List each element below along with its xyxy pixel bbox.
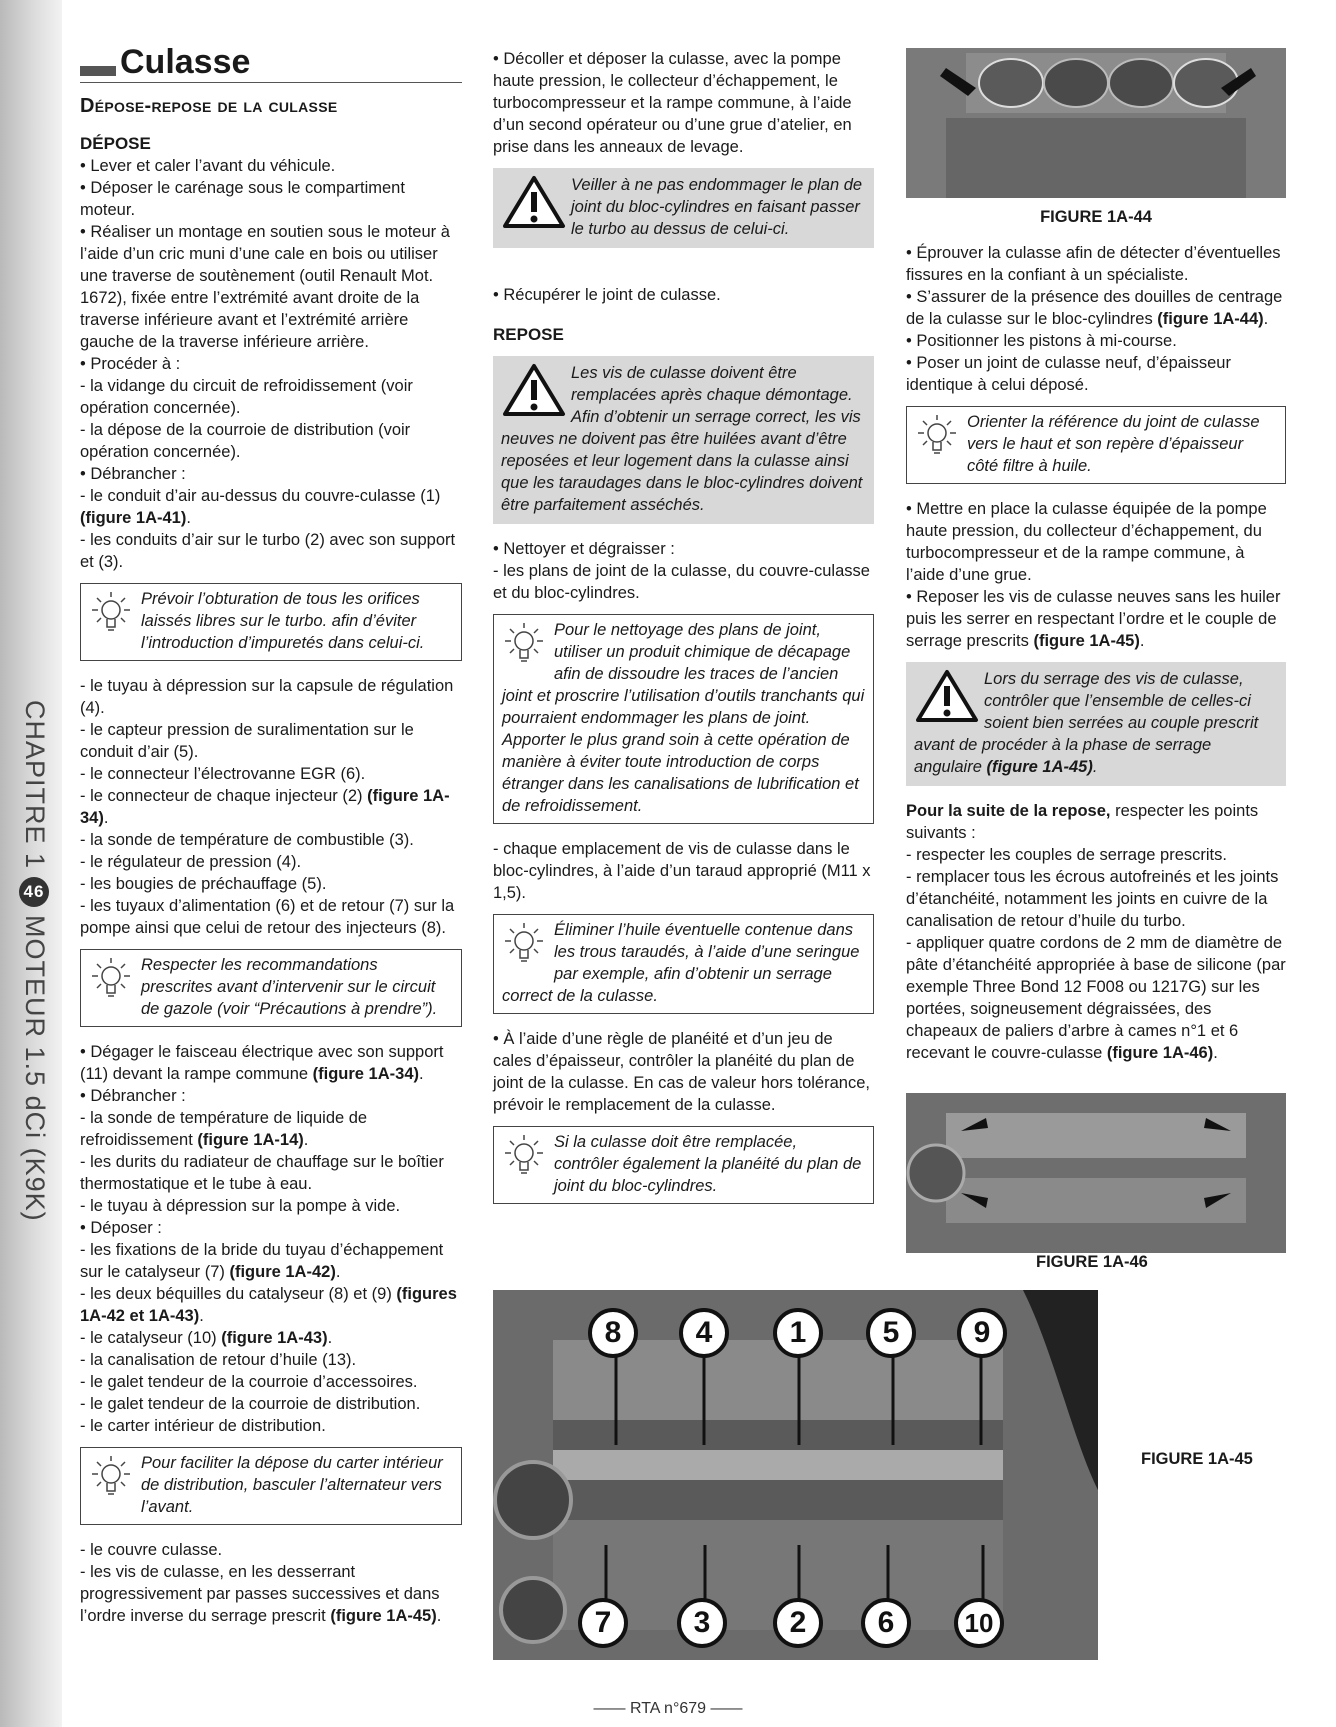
paragraph: - les tuyaux d’alimentation (6) et de retour (7) sur la pompe ainsi que celui de retour des injecteurs (8). — [80, 897, 455, 937]
paragraph: - chaque emplacement de vis de culasse dans le bloc-cylindres, à l’aide d’un taraud approprié (M11 x 1,5). — [493, 840, 871, 902]
paragraph: • Récupérer le joint de culasse. — [493, 286, 721, 304]
depose-heading: DÉPOSE — [80, 134, 151, 153]
bolt-order-label: 1 — [773, 1308, 823, 1358]
paragraph: • Procéder à : — [80, 355, 181, 373]
bolt-order-label: 5 — [866, 1308, 916, 1358]
engine-block-photo — [906, 48, 1286, 198]
paragraph: • Dégager le faisceau électrique avec son support (11) devant la rampe commune (figure 1A-34). — [80, 1043, 444, 1083]
column-3 — [906, 48, 1286, 1064]
paragraph: • Décoller et déposer la culasse, avec la pompe haute pression, le collecteur d’échappement, le turbocompresseur et la rampe commune, à l’aide d’un second opérateur ou d’une grue d’atelier, en prise dans les anneaux de levage. — [493, 50, 852, 156]
lightbulb-icon — [915, 411, 963, 467]
lightbulb-icon — [502, 619, 550, 675]
paragraph: • Reposer les vis de culasse neuves sans les huiler puis les serrer en respectant l’ordre et le couple de serrage prescrits (figure 1A-45). — [906, 588, 1281, 650]
chapter-sidebar — [0, 0, 62, 1727]
lightbulb-icon — [502, 919, 550, 975]
figure-caption: FIGURE 1A-45 — [1141, 1450, 1253, 1468]
paragraph: • Déposer le carénage sous le compartiment moteur. — [80, 179, 405, 219]
paragraph: - le galet tendeur de la courroie de distribution. — [80, 1395, 421, 1413]
figure-ref: (figure 1A-45) — [330, 1607, 437, 1625]
paragraph: • Déposer : — [80, 1219, 162, 1237]
warning-text: Afin d’obtenir un serrage correct, les vis neuves ne doivent pas être huilées avant d’être reposées et leur logement dans la culasse ainsi que les taraudages dans le bloc-cylindres doivent être parfaitement asséchés. — [501, 408, 863, 514]
paragraph: - le connecteur l’électrovanne EGR (6). — [80, 765, 366, 783]
tip-box — [493, 614, 874, 824]
paragraph: - les fixations de la bride du tuyau d’échappement sur le catalyseur (7) (figure 1A-42). — [80, 1241, 444, 1281]
figure-caption: FIGURE 1A-44 — [1040, 208, 1152, 226]
paragraph: - la sonde de température de combustible (3). — [80, 831, 414, 849]
paragraph: - les deux béquilles du catalyseur (8) et (9) (figures 1A-42 et 1A-43). — [80, 1285, 457, 1325]
paragraph: - les bougies de préchauffage (5). — [80, 875, 327, 893]
paragraph: - la dépose de la courroie de distribution (voir opération concernée). — [80, 421, 411, 461]
figure-caption: FIGURE 1A-46 — [1036, 1253, 1148, 1271]
tip-text: Prévoir l’obturation de tous les orifices laissés libres sur le turbo. afin d’éviter l’introduction d’impuretés dans celui-ci. — [141, 590, 425, 652]
bolt-order-label: 7 — [578, 1598, 628, 1648]
paragraph: - le carter intérieur de distribution. — [80, 1417, 326, 1435]
lightbulb-icon — [502, 1131, 550, 1187]
warning-text: Les vis de culasse doivent être remplacées après chaque démontage. — [571, 364, 853, 404]
footer-rule: —— — [710, 1700, 743, 1717]
bolt-order-label: 8 — [588, 1308, 638, 1358]
warning-box — [493, 356, 874, 524]
paragraph: - les conduits d’air sur le turbo (2) avec son support et (3). — [80, 531, 456, 571]
title-bar-decoration — [80, 66, 116, 76]
tip-box — [80, 583, 462, 661]
tip-text: Si la culasse doit être remplacée, contrôler également la planéité du plan de joint du bloc-cylindres. — [554, 1133, 862, 1195]
warning-text: Lors du serrage des vis de culasse, contrôler que l’ensemble de celles-ci soient bien serrées au couple prescrit avant de procéder à la phase de serrage angulaire — [914, 670, 1259, 776]
paragraph: - le galet tendeur de la courroie d’accessoires. — [80, 1373, 418, 1391]
lightbulb-icon — [89, 1452, 137, 1508]
paragraph: • S’assurer de la présence des douilles de centrage de la culasse sur le bloc-cylindres (figure 1A-44). — [906, 288, 1283, 328]
figure-1a-46-image — [906, 1093, 1286, 1253]
paragraph: - les durits du radiateur de chauffage sur le boîtier thermostatique et le tube à eau. — [80, 1153, 444, 1193]
figure-ref: (figure 1A-45) — [1033, 632, 1140, 650]
paragraph: - le conduit d’air au-dessus du couvre-culasse (1) (figure 1A-41). — [80, 487, 441, 527]
paragraph: • Nettoyer et dégraisser : — [493, 540, 675, 558]
paragraph: - respecter les couples de serrage prescrits. — [906, 846, 1227, 864]
footer-text: RTA n°679 — [629, 1700, 707, 1717]
bolt-order-label: 3 — [677, 1598, 727, 1648]
bolt-order-label: 6 — [861, 1598, 911, 1648]
warning-text: Veiller à ne pas endommager le plan de joint du bloc-cylindres en faisant passer le turbo au dessus de celui-ci. — [571, 176, 863, 238]
warning-icon — [501, 362, 567, 418]
figure-ref: (figure 1A-41) — [80, 509, 187, 527]
figure-ref: (figure 1A-43) — [221, 1329, 328, 1347]
paragraph: Pour la suite de la repose, respecter les points suivants : — [906, 802, 1259, 842]
tip-text: Pour faciliter la dépose du carter intérieur de distribution, basculer l’alternateur vers l’avant. — [141, 1454, 443, 1516]
tip-box — [80, 1447, 462, 1525]
figure-1a-45-image — [493, 1290, 1098, 1660]
warning-box: Lors du serrage des vis de culasse, contrôler que l’ensemble de celles-ci soient bien serrées au couple prescrit avant de procéder à la phase de serrage angulaire (figure 1A-45). — [906, 662, 1286, 786]
chapter-label: CHAPITRE 1 — [20, 700, 50, 870]
section-title-row — [80, 44, 462, 83]
section-subtitle: Dépose-repose de la culasse — [80, 95, 338, 117]
figure-1a-44-image — [906, 48, 1286, 198]
figure-ref: (figure 1A-14) — [197, 1131, 304, 1149]
paragraph: • Débrancher : — [80, 465, 186, 483]
tip-box — [493, 914, 874, 1014]
paragraph: • À l’aide d’une règle de planéité et d’un jeu de cales d’épaisseur, contrôler la planéité du plan de joint de la culasse. En cas de valeur hors tolérance, prévoir le remplacement de la culasse. — [493, 1030, 870, 1114]
page-footer — [0, 1700, 1336, 1718]
paragraph: - la canalisation de retour d’huile (13). — [80, 1351, 357, 1369]
figure-ref: (figure 1A-42) — [229, 1263, 336, 1281]
paragraph: - le tuyau à dépression sur la pompe à vide. — [80, 1197, 401, 1215]
engine-label: MOTEUR 1.5 dCi (K9K) — [20, 915, 50, 1222]
tip-text: Orienter la référence du joint de culasse vers le haut et son repère d’épaisseur côté filtre à huile. — [967, 413, 1260, 475]
paragraph: • Poser un joint de culasse neuf, d’épaisseur identique à celui déposé. — [906, 354, 1231, 394]
column-2 — [493, 48, 874, 1218]
repose-heading: REPOSE — [493, 325, 564, 344]
bolt-order-label: 9 — [957, 1308, 1007, 1358]
warning-icon — [501, 174, 567, 230]
figure-ref: (figure 1A-34) — [80, 787, 450, 827]
page-number-badge: 46 — [20, 877, 50, 907]
bolt-order-label: 10 — [954, 1598, 1004, 1648]
paragraph: - la vidange du circuit de refroidissement (voir opération concernée). — [80, 377, 413, 417]
column-1 — [80, 44, 462, 1627]
paragraph: • Débrancher : — [80, 1087, 186, 1105]
figure-ref: (figure 1A-34) — [312, 1065, 419, 1083]
figure-ref: (figure 1A-46) — [1106, 1044, 1214, 1062]
paragraph: - le connecteur de chaque injecteur (2) (figure 1A-34). — [80, 787, 450, 827]
paragraph: - le catalyseur (10) (figure 1A-43). — [80, 1329, 333, 1347]
paragraph: - le couvre culasse. — [80, 1541, 223, 1559]
tip-box — [493, 1126, 874, 1204]
warning-box — [493, 168, 874, 248]
paragraph: - appliquer quatre cordons de 2 mm de diamètre de pâte d’étanchéité appropriée à base de silicone (par exemple Three Bond 12 F008 ou 1217G) sur les portées, soigneusement dégraissées, des chapeaux de paliers d’arbre à cames n°1 et 6 recevant le couvre-culasse (figure 1A-46). — [906, 934, 1286, 1062]
paragraph: - le tuyau à dépression sur la capsule de régulation (4). — [80, 677, 454, 717]
paragraph: - le capteur pression de suralimentation sur le conduit d’air (5). — [80, 721, 414, 761]
tip-box — [906, 406, 1286, 484]
lightbulb-icon — [89, 588, 137, 644]
warning-icon — [914, 668, 980, 724]
paragraph: - la sonde de température de liquide de refroidissement (figure 1A-14). — [80, 1109, 368, 1149]
sidebar-text — [10, 700, 50, 1260]
paragraph: • Mettre en place la culasse équipée de la pompe haute pression, du collecteur d’échappement, du turbocompresseur et de la rampe commune, à l’aide d’une grue. — [906, 500, 1267, 584]
paragraph: • Positionner les pistons à mi-course. — [906, 332, 1177, 350]
paragraph: - remplacer tous les écrous autofreinés et les joints d’étanchéité, notamment les joints en cuivre de la canalisation de retour d’huile du turbo. — [906, 868, 1279, 930]
figure-ref: (figure 1A-45) — [986, 758, 1093, 776]
paragraph: • Éprouver la culasse afin de détecter d’éventuelles fissures en la confiant à un spécialiste. — [906, 244, 1281, 284]
paragraph: • Réaliser un montage en soutien sous le moteur à l’aide d’un cric muni d’une cale en bois ou utiliser une traverse de soutènement (outil Renault Mot. 1672), fixée entre l’extrémité avant droite de la traverse inférieure avant et l’extrémité arrière gauche de la traverse inférieure arrière. — [80, 223, 450, 351]
paragraph: - les vis de culasse, en les desserrant progressivement par passes successives et dans l’ordre inverse du serrage prescrit (figure 1A-45). — [80, 1563, 442, 1625]
tip-box — [80, 949, 462, 1027]
bolt-order-label: 2 — [773, 1598, 823, 1648]
footer-rule: —— — [593, 1700, 626, 1717]
page-title: Culasse — [120, 43, 251, 81]
figure-ref: (figures 1A-42 et 1A-43) — [80, 1285, 457, 1325]
lightbulb-icon — [89, 954, 137, 1010]
tip-text: Pour le nettoyage des plans de joint, utiliser un produit chimique de décapage afin de dissoudre les traces de l’ancien joint et proscrire l’utilisation d’outils tranchants qui pourraient endommager les plans de joint. Apporter le plus grand soin à cette opération de manière à éviter toute introduction de corps étranger dans les canalisations de lubrification et de refroidissement. — [502, 621, 865, 815]
bolt-order-label: 4 — [679, 1308, 729, 1358]
figure-ref: (figure 1A-44) — [1157, 310, 1264, 328]
tip-text: Éliminer l’huile éventuelle contenue dans les trous taraudés, à l’aide d’une seringue par exemple, afin d’obtenir un serrage correct de la culasse. — [502, 921, 860, 1005]
paragraph: - le régulateur de pression (4). — [80, 853, 302, 871]
tip-text: Respecter les recommandations prescrites avant d’intervenir sur le circuit de gazole (voir “Précautions à prendre”). — [141, 956, 438, 1018]
paragraph: - les plans de joint de la culasse, du couvre-culasse et du bloc-cylindres. — [493, 562, 870, 602]
camshaft-photo — [906, 1093, 1286, 1253]
paragraph: • Lever et caler l’avant du véhicule. — [80, 157, 336, 175]
